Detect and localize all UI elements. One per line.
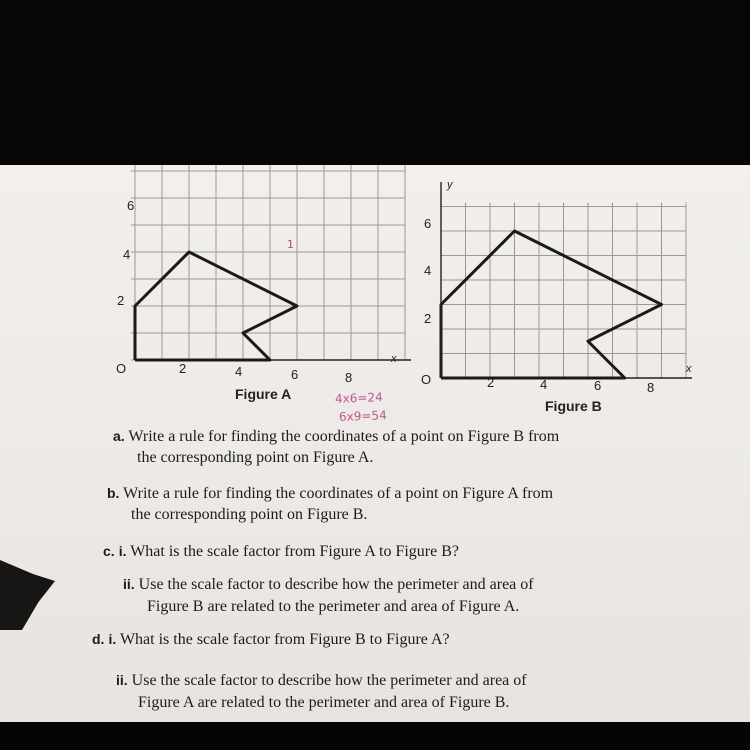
figure-b-grid [441,203,692,379]
bottom-edge-shadow [0,722,750,750]
figure-b-caption: Figure B [545,398,602,414]
question-b-line2: the corresponding point on Figure B. [131,506,368,523]
figure-b-x-tick-6: 6 [594,378,602,393]
figure-a-x-axis-label: x [391,353,397,365]
figure-a-y-tick-2: 2 [117,293,125,308]
figure-b-y-tick-6: 6 [424,216,432,231]
figure-a-x-tick-4: 4 [235,364,243,379]
figure-a-x-tick-6: 6 [291,367,299,382]
figure-b-y-axis-label: y [447,179,453,191]
figure-a-y-tick-4: 4 [123,247,131,262]
figure-b-origin-label: O [421,372,432,387]
figure-a-x-tick-8: 8 [345,370,353,385]
question-d-i [92,629,450,650]
question-b-label: b. [107,485,120,501]
figure-b-y-tick-4: 4 [424,263,432,278]
question-d-ii [116,670,527,691]
figure-b-graph [421,179,692,395]
question-d-ii-line1: Use the scale factor to describe how the perimeter and area of [131,672,527,689]
question-c-ii [123,574,534,595]
question-d-ii-line2: Figure A are related to the perimeter and area of Figure B. [138,694,510,711]
question-b-line1: Write a rule for finding the coordinates of a point on Figure A from [123,485,554,502]
figure-b-x-tick-4: 4 [540,377,548,392]
question-c-i [103,541,459,562]
figure-b-x-tick-2: 2 [487,375,495,390]
figure-a-caption: Figure A [235,386,292,402]
figure-b-y-tick-2: 2 [424,311,432,326]
question-c-ii-line1: Use the scale factor to describe how the perimeter and area of [138,576,534,593]
question-d-ii-label: ii. [116,672,128,688]
question-b [107,483,553,504]
figure-a-origin-label: O [116,361,127,376]
question-a-line2: the corresponding point on Figure A. [137,449,374,466]
handwritten-note-2: 6x9=54 [338,408,387,424]
figure-a-x-tick-2: 2 [179,361,187,376]
figure-a-y-tick-6: 6 [127,198,135,213]
question-d-label: d. [92,631,105,647]
question-c-ii-label: ii. [123,576,135,592]
figure-a-grid [131,165,411,360]
handwritten-note-1: 4x6=24 [334,390,383,406]
question-a [113,426,559,447]
question-d-i-label: i. [108,631,117,647]
question-c-ii-line2: Figure B are related to the perimeter and area of Figure A. [147,598,520,615]
question-c-label: c. [103,543,115,559]
question-d-i-text: What is the scale factor from Figure B to Figure A? [119,631,450,648]
question-a-label: a. [113,428,125,444]
question-a-line1: Write a rule for finding the coordinates of a point on Figure B from [128,428,560,445]
stray-pencil-mark: 1 [287,238,294,251]
figure-a-graph [116,165,411,385]
question-c-i-text: What is the scale factor from Figure A to Figure B? [130,543,459,560]
figure-b-x-tick-8: 8 [647,380,655,395]
question-c-i-label: i. [118,543,127,559]
figure-b-x-axis-label: x [686,363,692,375]
